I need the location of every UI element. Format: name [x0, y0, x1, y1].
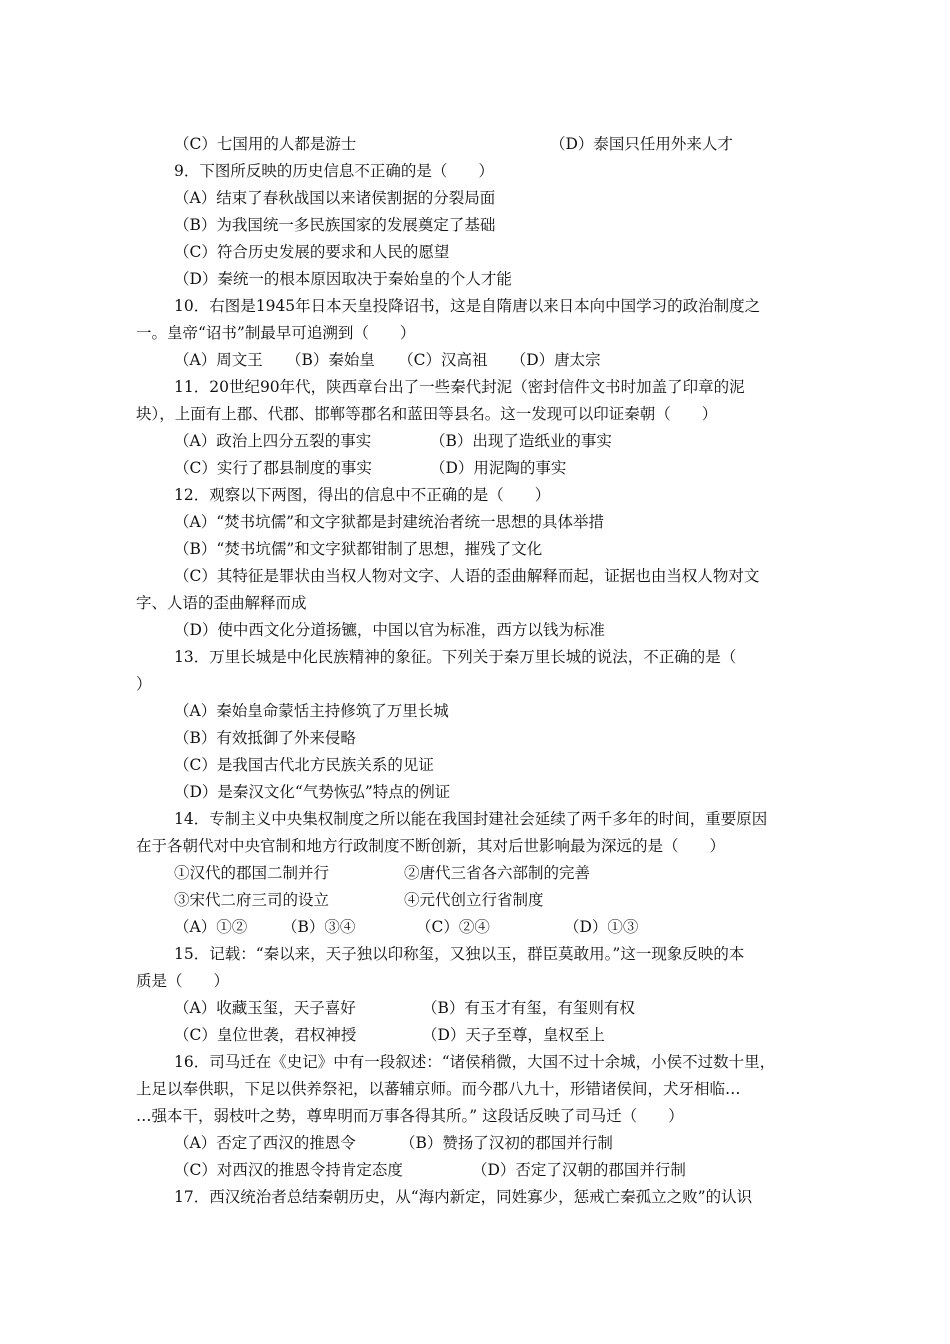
- option-line: （C）是我国古代北方民族关系的见证: [174, 756, 434, 774]
- option-d: （D）用泥陶的事实: [430, 459, 567, 477]
- option-c: （C）实行了郡县制度的事实: [174, 459, 372, 477]
- question-16-continued: 上足以奉供职，下足以供养祭祀，以蕃辅京师。而今郡八九十，形错诸侯间，犬牙相临…: [136, 1080, 741, 1098]
- option-b: （B）③④: [282, 918, 356, 936]
- option-d: （D）泰国只任用外来人才: [550, 135, 733, 153]
- question-13-continued: ）: [136, 675, 152, 693]
- option-line: （B）为我国统一多民族国家的发展奠定了基础: [174, 216, 496, 234]
- option-d: （D）天子至尊，皇权至上: [422, 1026, 605, 1044]
- option-b: （B）有玉才有玺，有玺则有权: [422, 999, 635, 1017]
- option-line: （A）秦始皇命蒙恬主持修筑了万里长城: [174, 702, 449, 720]
- option-line: （A）结束了春秋战国以来诸侯割据的分裂局面: [174, 189, 496, 207]
- question-15-continued: 质是（ ）: [136, 972, 230, 990]
- question-16-continued: …强本干，弱枝叶之势，尊卑明而万事各得其所。” 这段话反映了司马迁（ ）: [136, 1107, 684, 1125]
- question-9: 9．下图所反映的历史信息不正确的是（ ）: [174, 162, 494, 180]
- option-line: （D）秦统一的根本原因取决于秦始皇的个人才能: [174, 270, 512, 288]
- option-line: [174, 431, 612, 451]
- option-line: [174, 917, 639, 937]
- option-a: （A）收藏玉玺，天子喜好: [174, 999, 356, 1017]
- statement-1: ①汉代的郡国二制并行: [174, 864, 330, 882]
- option-line: （C）其特征是罪状由当权人物对文字、人语的歪曲解释而起，证据也由当权人物对文: [174, 567, 760, 585]
- option-line: [174, 1025, 605, 1045]
- option-line: [174, 134, 733, 154]
- option-c: （C）七国用的人都是游士: [174, 135, 357, 153]
- option-line: （A）“焚书坑儒”和文字狱都是封建统治者统一思想的具体举措: [174, 513, 605, 531]
- option-c: （C）②④: [416, 918, 490, 936]
- option-a: （A）政治上四分五裂的事实: [174, 432, 372, 450]
- question-10-continued: 一。皇帝“诏书”制最早可追溯到（ ）: [136, 324, 416, 342]
- option-a: （A）否定了西汉的推恩令: [174, 1134, 356, 1152]
- option-line: （C）符合历史发展的要求和人民的愿望: [174, 243, 450, 261]
- option-line: [174, 998, 635, 1018]
- statement-line: [174, 890, 544, 910]
- question-15: 15．记载：“秦以来，天子独以印称玺，又独以玉，群臣莫敢用。”这一现象反映的本: [174, 945, 745, 963]
- option-c: （C）对西汉的推恩令持肯定态度: [174, 1161, 403, 1179]
- option-line: [174, 458, 567, 478]
- statement-4: ④元代创立行省制度: [404, 891, 544, 909]
- question-11: 11．20世纪90年代，陕西章台出了一些秦代封泥（密封信件文书时加盖了印章的泥: [174, 378, 745, 396]
- option-line: （B）有效抵御了外来侵略: [174, 729, 356, 747]
- option-line: （A）周文王 （B）秦始皇 （C）汉高祖 （D）唐太宗: [174, 351, 601, 369]
- option-line: （B）“焚书坑儒”和文字狱都钳制了思想，摧残了文化: [174, 540, 543, 558]
- statement-2: ②唐代三省各六部制的完善: [404, 864, 591, 882]
- question-17: 17．西汉统治者总结秦朝历史，从“海内新定，同姓寡少，惩戒亡秦孤立之败”的认识: [174, 1188, 753, 1206]
- option-c: （C）皇位世袭，君权神授: [174, 1026, 357, 1044]
- option-line: （D）使中西文化分道扬镳，中国以官为标准，西方以钱为标准: [174, 621, 605, 639]
- option-continued: 字、人语的歪曲解释而成: [136, 594, 307, 612]
- statement-line: [174, 863, 591, 883]
- option-a: （A）①②: [174, 918, 248, 936]
- option-b: （B）赞扬了汉初的郡国并行制: [400, 1134, 613, 1152]
- option-line: （D）是秦汉文化“气势恢弘”特点的例证: [174, 783, 451, 801]
- option-line: [174, 1133, 613, 1153]
- question-10: 10．右图是1945年日本天皇投降诏书，这是自隋唐以来日本向中国学习的政治制度之: [174, 297, 761, 315]
- option-d: （D）否定了汉朝的郡国并行制: [472, 1161, 686, 1179]
- option-d: （D）①③: [564, 918, 639, 936]
- question-14: 14．专制主义中央集权制度之所以能在我国封建社会延续了两千多年的时间，重要原因: [174, 810, 768, 828]
- option-b: （B）出现了造纸业的事实: [430, 432, 612, 450]
- statement-3: ③宋代二府三司的设立: [174, 891, 330, 909]
- question-14-continued: 在于各朝代对中央官制和地方行政制度不断创新，其对后世影响最为深远的是（ ）: [136, 837, 726, 855]
- question-16: 16．司马迁在《史记》中有一段叙述：“诸侯稍微，大国不过十余城，小侯不过数十里，: [174, 1053, 776, 1071]
- option-line: [174, 1160, 686, 1180]
- question-11-continued: 块），上面有上郡、代郡、邯郸等郡名和蓝田等县名。这一发现可以印证秦朝（ ）: [136, 405, 718, 423]
- question-12: 12．观察以下两图，得出的信息中不正确的是（ ）: [174, 486, 551, 504]
- question-13: 13．万里长城是中化民族精神的象征。下列关于秦万里长城的说法，不正确的是（: [174, 648, 737, 666]
